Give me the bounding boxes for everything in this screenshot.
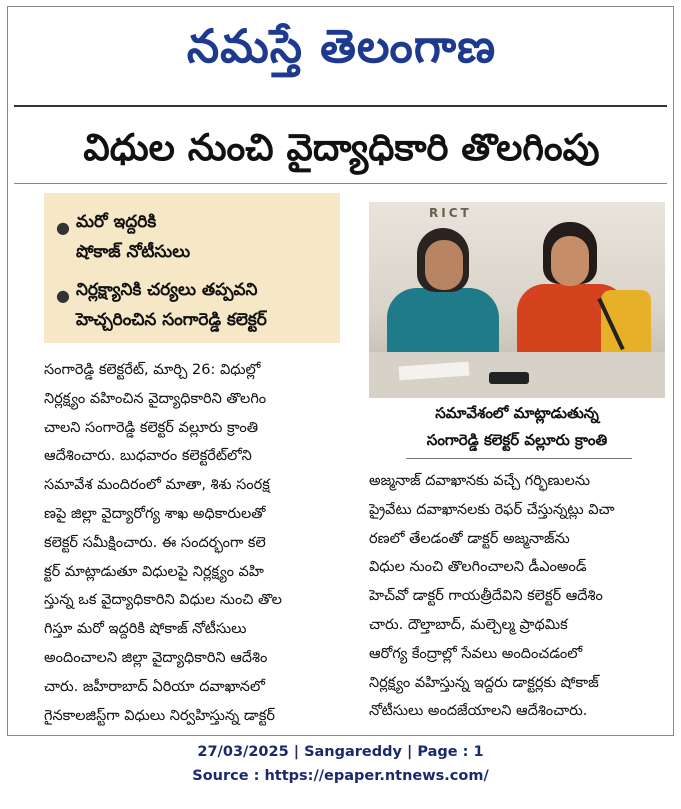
photo-wall-text: RICT bbox=[429, 206, 472, 220]
article-column-right bbox=[369, 467, 665, 727]
article-line: రణలో తేలడంతో డాక్టర్ అజ్మనాజ్‌ను bbox=[369, 530, 570, 547]
article-line: గిస్తూ మరో ఇద్దరికి షోకాజ్ నోటీసులు bbox=[44, 621, 247, 638]
article-line: కలెక్టర్ సమీక్షించారు. ఈ సందర్భంగా కలె bbox=[44, 534, 266, 551]
photo-person-right-face bbox=[551, 236, 589, 286]
highlights-list bbox=[44, 193, 340, 335]
newspaper-clipping bbox=[7, 6, 674, 736]
article-line: నిర్లక్ష్యం వహిస్తున్న ఇద్దరు డాక్టర్లకు షోకాజ్ bbox=[369, 674, 599, 691]
highlight-item bbox=[54, 275, 332, 335]
article-line: ప్రైవేటు దవాఖానలకు రెఫర్ చేస్తున్నట్లు విచా bbox=[369, 501, 615, 518]
article-line: అందించాలని జిల్లా వైద్యాధికారిని ఆదేశిం bbox=[44, 649, 268, 666]
article-line: విధుల నుంచి తొలగించాలని డీఎంఅండ్ bbox=[369, 559, 587, 576]
article-column-left bbox=[44, 356, 340, 731]
article-line: చారు. దౌల్తాబాద్, మల్చెల్మ ప్రాథమిక bbox=[369, 616, 568, 633]
headline: విధుల నుంచి వైద్యాధికారి తొలగింపు bbox=[83, 126, 600, 169]
caption-line: సమావేశంలో మాట్లాడుతున్న bbox=[435, 404, 599, 422]
article-line: క్టర్ మాట్లాడుతూ విధులపై నిర్లక్ష్యం వహి bbox=[44, 563, 264, 580]
photo-phone bbox=[489, 372, 529, 384]
article-line: చాలని సంగారెడ్డి కలెక్టర్ వల్లూరు క్రాంతి bbox=[44, 419, 259, 436]
article-line: గైనకాలజిస్ట్‌గా విధులు నిర్వహిస్తున్న డాక్టర్ bbox=[44, 707, 275, 724]
bullet-icon: ● bbox=[56, 218, 70, 237]
article-line: సంగారెడ్డి కలెక్టరేట్, మార్చి 26: విధుల్లో bbox=[44, 362, 261, 378]
article-line: స్తున్న ఒక వైద్యాధికారిని విధుల నుంచి తొల bbox=[44, 592, 282, 609]
caption-divider bbox=[406, 458, 632, 459]
photo-person-left-face bbox=[425, 240, 463, 290]
headline-divider bbox=[14, 183, 667, 184]
bullet-icon: ● bbox=[56, 286, 70, 305]
article-line: హెచ్‌వో డాక్టర్ గాయత్రీదేవిని కలెక్టర్ ఆదేశిం bbox=[369, 588, 603, 605]
highlight-line: మరో ఇద్దరికి bbox=[76, 212, 157, 232]
highlight-item bbox=[54, 207, 332, 267]
article-line: అజ్మనాజ్ దవాఖానకు వచ్చే గర్భిణులను bbox=[369, 473, 591, 489]
news-photo bbox=[369, 202, 665, 398]
highlight-line: హెచ్చరించిన సంగారెడ్డి కలెక్టర్ bbox=[76, 310, 267, 330]
article-line: ఆదేశించారు. బుధవారం కలెక్టరేట్‌లోని bbox=[44, 448, 252, 465]
article-line: చారు. జహీరాబాద్ ఏరియా దవాఖానలో bbox=[44, 678, 265, 695]
highlight-line: షోకాజ్ నోటీసులు bbox=[76, 242, 191, 262]
highlight-line: నిర్లక్ష్యానికి చర్యలు తప్పవని bbox=[76, 280, 258, 300]
highlights-box bbox=[44, 193, 340, 343]
footer-date-edition: 27/03/2025 | Sangareddy | Page : 1 bbox=[197, 744, 484, 760]
article-line: నోటీసులు అందజేయాలని ఆదేశించారు. bbox=[369, 703, 588, 720]
photo-caption bbox=[369, 400, 665, 456]
masthead-divider bbox=[14, 105, 667, 107]
article-line: ఆరోగ్య కేంద్రాల్లో సేవలు అందించడంలో bbox=[369, 645, 583, 662]
article-line: ణపై జిల్లా వైద్యారోగ్య శాఖ అధికారులతో bbox=[44, 505, 266, 522]
article-line: నిర్లక్ష్యం వహించిన వైద్యాధికారిని తొలగిం bbox=[44, 390, 267, 407]
masthead-title: నమస్తే తెలంగాణ bbox=[186, 19, 497, 73]
footer-source: Source : https://epaper.ntnews.com/ bbox=[192, 768, 489, 784]
caption-line: సంగారెడ్డి కలెక్టర్ వల్లూరు క్రాంతి bbox=[426, 431, 608, 449]
article-line: సమావేశ మందిరంలో మాతా, శిశు సంరక్ష bbox=[44, 477, 270, 494]
